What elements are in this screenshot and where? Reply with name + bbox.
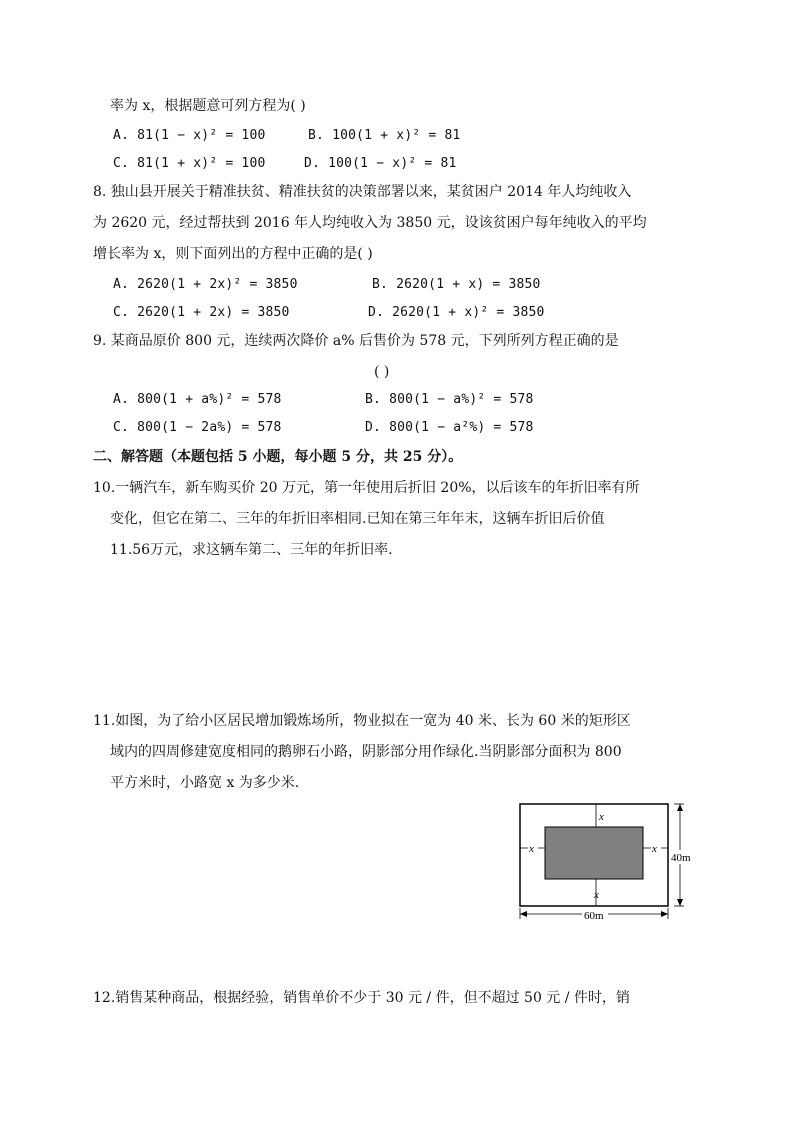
shaded-rectangle bbox=[545, 827, 643, 879]
q7-option-a: A. 81(1 − x)² = 100 bbox=[113, 128, 266, 143]
q9-stem-line1: 9. 某商品原价 800 元，连续两次降价 a% 后售价为 578 元，下列所列方程正确的是 bbox=[93, 333, 619, 349]
q9-option-b: B. 800(1 − a%)² = 578 bbox=[365, 392, 534, 407]
q8-stem-line2: 为 2620 元，经过帮扶到 2016 年人均纯收入为 3850 元，设该贫困户每年纯收入的平均 bbox=[93, 215, 647, 231]
q9-option-c: C. 800(1 − 2a%) = 578 bbox=[113, 420, 282, 435]
q8-stem-line1: 8. 独山县开展关于精准扶贫、精准扶贫的决策部署以来，某贫困户 2014 年人均纯收入 bbox=[93, 184, 632, 200]
width-label: 60m bbox=[584, 910, 604, 922]
q7-option-c: C. 81(1 + x)² = 100 bbox=[113, 156, 266, 171]
q7-option-d: D. 100(1 − x)² = 81 bbox=[304, 156, 457, 171]
q7-stem-tail: 率为 x，根据题意可列方程为( ) bbox=[110, 98, 306, 114]
q10-stem-line1: 10.一辆汽车，新车购买价 20 万元，第一年使用后折旧 20%，以后该车的年折旧率有所 bbox=[93, 480, 640, 496]
q8-option-b: B. 2620(1 + x) = 3850 bbox=[372, 277, 541, 292]
q8-stem-line3: 增长率为 x，则下面列出的方程中正确的是( ) bbox=[93, 246, 373, 262]
q10-stem-line3: 11.56万元，求这辆车第二、三年的年折旧率. bbox=[110, 542, 393, 558]
q11-stem-line2: 域内的四周修建宽度相同的鹅卵石小路，阴影部分用作绿化.当阴影部分面积为 800 bbox=[110, 744, 622, 760]
q9-answer-paren: ( ) bbox=[374, 364, 390, 380]
top-x-label: x bbox=[599, 811, 604, 823]
right-x-label: x bbox=[652, 843, 657, 855]
q9-option-a: A. 800(1 + a%)² = 578 bbox=[113, 392, 282, 407]
q8-option-c: C. 2620(1 + 2x) = 3850 bbox=[113, 305, 290, 320]
q12-stem-line1: 12.销售某种商品，根据经验，销售单价不少于 30 元 / 件，但不超过 50 元 / 件时，销 bbox=[93, 990, 630, 1006]
height-label: 40m bbox=[671, 852, 691, 864]
left-x-label: x bbox=[529, 843, 534, 855]
q8-option-a: A. 2620(1 + 2x)² = 3850 bbox=[113, 277, 298, 292]
q9-option-d: D. 800(1 − a²%) = 578 bbox=[365, 420, 534, 435]
q8-option-d: D. 2620(1 + x)² = 3850 bbox=[368, 305, 545, 320]
q10-stem-line2: 变化，但它在第二、三年的年折旧率相同.已知在第三年年末，这辆车折旧后价值 bbox=[110, 511, 605, 527]
bottom-x-label: x bbox=[594, 889, 599, 901]
road-diagram bbox=[516, 800, 700, 922]
q7-option-b: B. 100(1 + x)² = 81 bbox=[308, 128, 461, 143]
q11-stem-line3: 平方米时，小路宽 x 为多少米. bbox=[110, 775, 300, 791]
q11-stem-line1: 11.如图，为了给小区居民增加锻炼场所，物业拟在一宽为 40 米、长为 60 米的矩形区 bbox=[93, 713, 631, 729]
section-heading: 二、解答题（本题包括 5 小题，每小题 5 分，共 25 分）。 bbox=[93, 449, 463, 465]
